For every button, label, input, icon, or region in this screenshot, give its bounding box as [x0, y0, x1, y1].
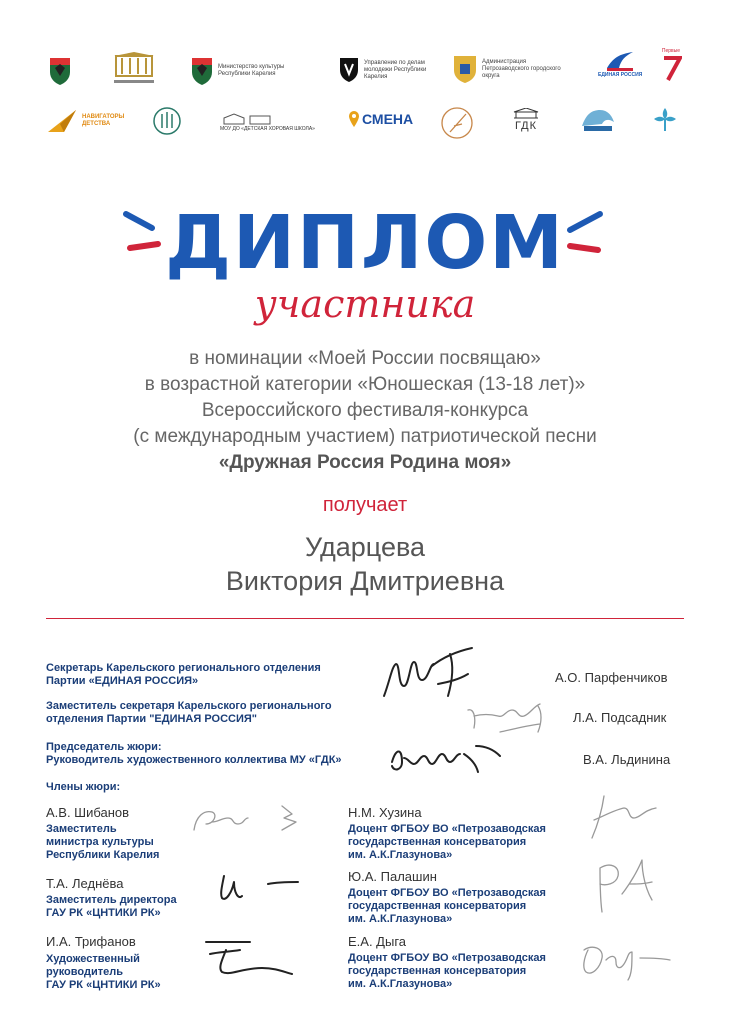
feather-logo: [440, 106, 474, 140]
ministry-culture-text: Министерство культуры Республики Карелия: [218, 64, 285, 77]
gdk-text: ГДК: [514, 120, 538, 132]
jury-3-pos-line: ГАУ РК «ЦНТИКИ РК»: [46, 979, 161, 991]
festival-name: «Дружная Россия Родина моя»: [218, 452, 512, 473]
jury-3-pos-line: руководитель: [46, 966, 123, 978]
nomination-line-1: в номинации «Моей России посвящаю»: [189, 348, 541, 369]
flower-logo: [650, 104, 680, 134]
jury-4-signature: [584, 790, 664, 846]
signatory-1-pos1: Секретарь Карельского регионального отделения: [46, 662, 321, 674]
united-russia-logo: [598, 50, 642, 78]
jury-6-position: [348, 952, 546, 991]
karelia-crest-logo: [48, 56, 72, 86]
nomination-line-3: Всероссийского фестиваля-конкурса: [201, 400, 529, 421]
signatory-3-position: [46, 741, 342, 767]
jury-5-name: Ю.А. Палашин: [348, 869, 437, 884]
jury-3-name: И.А. Трифанов: [46, 934, 136, 949]
signatory-1-pos2: Партии «ЕДИНАЯ РОССИЯ»: [46, 675, 199, 687]
jury-4-name: Н.М. Хузина: [348, 805, 422, 820]
jury-2-position: [46, 894, 177, 920]
signatory-2-pos2: отделения Партии "ЕДИНАЯ РОССИЯ": [46, 713, 258, 725]
choir-school-text: МОУ ДО «ДЕТСКАЯ ХОРОВАЯ ШКОЛА»: [220, 126, 315, 132]
jury-3-position: [46, 953, 161, 992]
jury-1-name: А.В. Шибанов: [46, 805, 130, 820]
jury-4-pos-line: им. А.К.Глазунова»: [348, 849, 453, 861]
jury-3-pos-line: Художественный: [46, 953, 140, 965]
jury-6-signature: [576, 938, 676, 982]
jury-6-pos-line: государственная консерватория: [348, 965, 527, 977]
youth-affairs-logo: [338, 56, 434, 84]
choir-school-logo: [220, 112, 315, 132]
diploma-title: ДИПЛОМ: [165, 200, 565, 286]
signatory-1-name: А.О. Парфенчиков: [555, 670, 668, 685]
signatory-3-pos2: Руководитель художественного коллектива МУ «ГДК»: [46, 754, 342, 766]
jury-6-name: Е.А. Дыга: [348, 934, 407, 949]
jury-4-pos-line: государственная консерватория: [348, 836, 527, 848]
theatre-logo: [110, 52, 158, 88]
pervye-text: Первые: [661, 48, 681, 54]
jury-5-signature: [586, 854, 666, 920]
jury-5-pos-line: государственная консерватория: [348, 900, 527, 912]
conservatory-logo: [152, 106, 182, 136]
jury-4-position: [348, 823, 546, 862]
diploma-subtitle: участника: [254, 282, 476, 326]
signatory-2-pos1: Заместитель секретаря Карельского регионального: [46, 700, 332, 712]
jury-1-pos-line: Заместитель: [46, 823, 117, 835]
nomination-line-2: в возрастной категории «Юношеская (13-18 лет)»: [144, 374, 586, 395]
jury-5-pos-line: Доцент ФГБОУ ВО «Петрозаводская: [348, 887, 546, 899]
gdk-logo: [512, 108, 540, 132]
jury-2-signature: [210, 866, 310, 904]
signatory-2-position: [46, 700, 332, 726]
youth-affairs-text: Управление по делам молодежи Республики Карелия: [364, 59, 427, 80]
ministry-culture-logo: [190, 56, 298, 86]
divider-line: [46, 618, 684, 619]
navigators-text: НАВИГАТОРЫ ДЕТСТВА: [82, 114, 125, 127]
nomination-line-4: (с международным участием) патриотической песни: [133, 426, 597, 447]
pervye-logo: [660, 48, 682, 82]
jury-5-position: [348, 887, 546, 926]
admin-ptz-logo: [452, 54, 568, 84]
jury-2-name: Т.А. Леднёва: [46, 876, 124, 891]
club-logo: [580, 106, 616, 134]
jury-heading: Члены жюри:: [46, 781, 121, 793]
jury-2-pos-line: Заместитель директора: [46, 894, 177, 906]
united-russia-text: ЕДИНАЯ РОССИЯ: [598, 72, 643, 78]
admin-ptz-text: Администрация Петрозаводского городского округа: [482, 58, 561, 79]
signatory-3-pos1: Председатель жюри:: [46, 741, 162, 753]
signatory-3-signature: [384, 736, 504, 776]
signatory-1-position: [46, 662, 321, 688]
receives-label: получает: [322, 494, 408, 516]
jury-1-signature: [186, 800, 320, 840]
recipient-surname: Ударцева: [304, 532, 426, 562]
jury-6-pos-line: им. А.К.Глазунова»: [348, 978, 453, 990]
jury-3-signature: [196, 934, 306, 984]
jury-1-pos-line: министра культуры: [46, 836, 154, 848]
jury-4-pos-line: Доцент ФГБОУ ВО «Петрозаводская: [348, 823, 546, 835]
signatory-2-name: Л.А. Подсадник: [573, 710, 667, 725]
navigators-logo: [46, 108, 126, 134]
jury-5-pos-line: им. А.К.Глазунова»: [348, 913, 453, 925]
recipient-given-names: Виктория Дмитриевна: [225, 566, 505, 596]
smena-text: СМЕНА: [362, 111, 414, 127]
signatory-3-name: В.А. Льдинина: [583, 752, 671, 767]
jury-2-pos-line: ГАУ РК «ЦНТИКИ РК»: [46, 907, 161, 919]
jury-1-position: [46, 823, 159, 862]
smena-logo: [348, 110, 413, 128]
jury-6-pos-line: Доцент ФГБОУ ВО «Петрозаводская: [348, 952, 546, 964]
jury-1-pos-line: Республики Карелия: [46, 849, 160, 861]
